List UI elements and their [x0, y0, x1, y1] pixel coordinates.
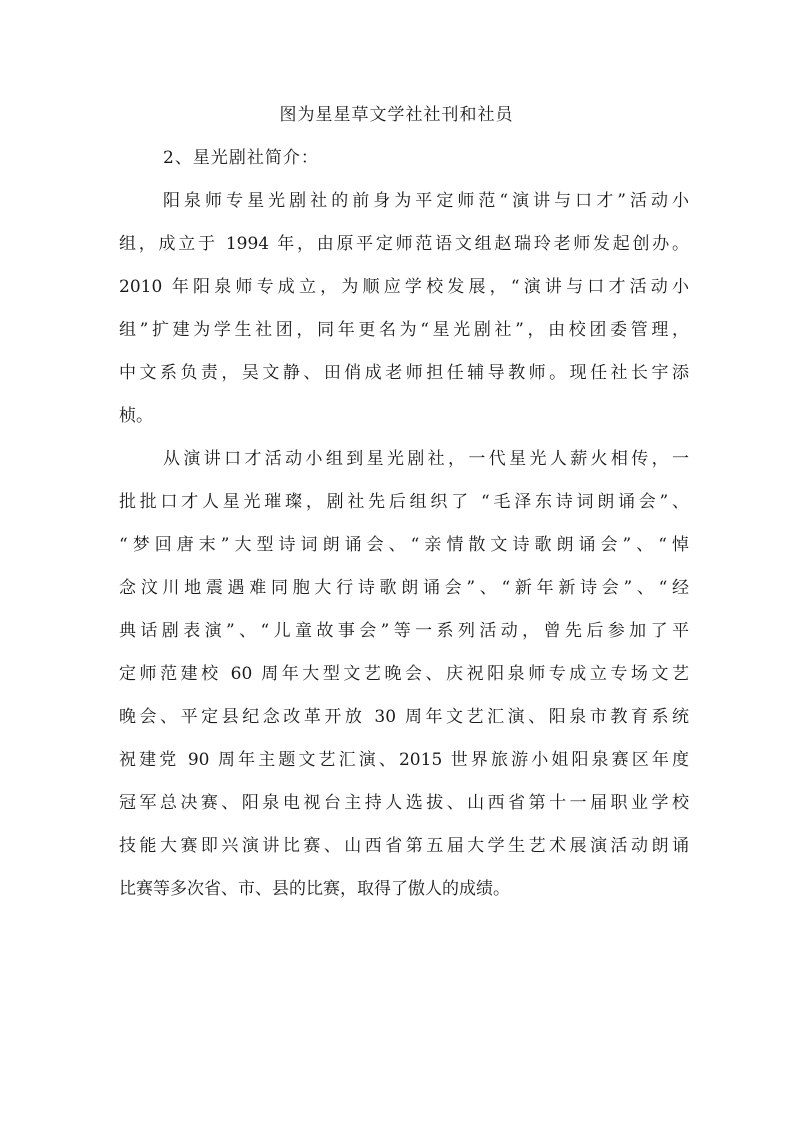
section-heading: 2、星光剧社简介： — [163, 148, 319, 168]
paragraph-1-line: 组”扩建为学生社团，同年更名为“星光剧社”，由校团委管理， — [119, 320, 689, 340]
paragraph-1-line: 2010 年阳泉师专成立，为顺应学校发展，“演讲与口才活动小 — [119, 277, 689, 297]
paragraph-2-line: 技能大赛即兴演讲比赛、山西省第五届大学生艺术展演活动朗诵 — [119, 836, 689, 856]
figure-caption: 图为星星草文学社社刊和社员 — [279, 105, 514, 125]
paragraph-2-line: 冠军总决赛、阳泉电视台主持人选拔、山西省第十一届职业学校 — [119, 793, 689, 813]
paragraph-2-line: 典话剧表演”、“儿童故事会”等一系列活动，曾先后参加了平 — [119, 621, 689, 641]
paragraph-1-line: 中文系负责，吴文静、田俏成老师担任辅导教师。现任社长宇添 — [119, 363, 689, 383]
paragraph-2-line: 批批口才人星光璀璨，剧社先后组织了 “毛泽东诗词朗诵会”、 — [119, 492, 689, 512]
paragraph-2-line: 从演讲口才活动小组到星光剧社，一代星光人薪火相传，一 — [163, 449, 689, 469]
paragraph-2-line: 祝建党 90 周年主题文艺汇演、2015 世界旅游小姐阳泉赛区年度 — [119, 750, 689, 770]
paragraph-1-line: 阳泉师专星光剧社的前身为平定师范“演讲与口才”活动小 — [163, 191, 689, 211]
paragraph-2-line: “梦回唐末”大型诗词朗诵会、“亲情散文诗歌朗诵会”、“悼 — [119, 535, 689, 555]
paragraph-2-line: 念汶川地震遇难同胞大行诗歌朗诵会”、“新年新诗会”、“经 — [119, 578, 689, 598]
paragraph-1-line: 组，成立于 1994 年，由原平定师范语文组赵瑞玲老师发起创办。 — [119, 234, 689, 254]
paragraph-2-line: 晚会、平定县纪念改革开放 30 周年文艺汇演、阳泉市教育系统 — [119, 707, 689, 727]
paragraph-2-line: 比赛等多次省、市、县的比赛，取得了傲人的成绩。 — [119, 879, 510, 899]
paragraph-1-line: 桢。 — [119, 406, 153, 426]
paragraph-2-line: 定师范建校 60 周年大型文艺晚会、庆祝阳泉师专成立专场文艺 — [119, 664, 689, 684]
